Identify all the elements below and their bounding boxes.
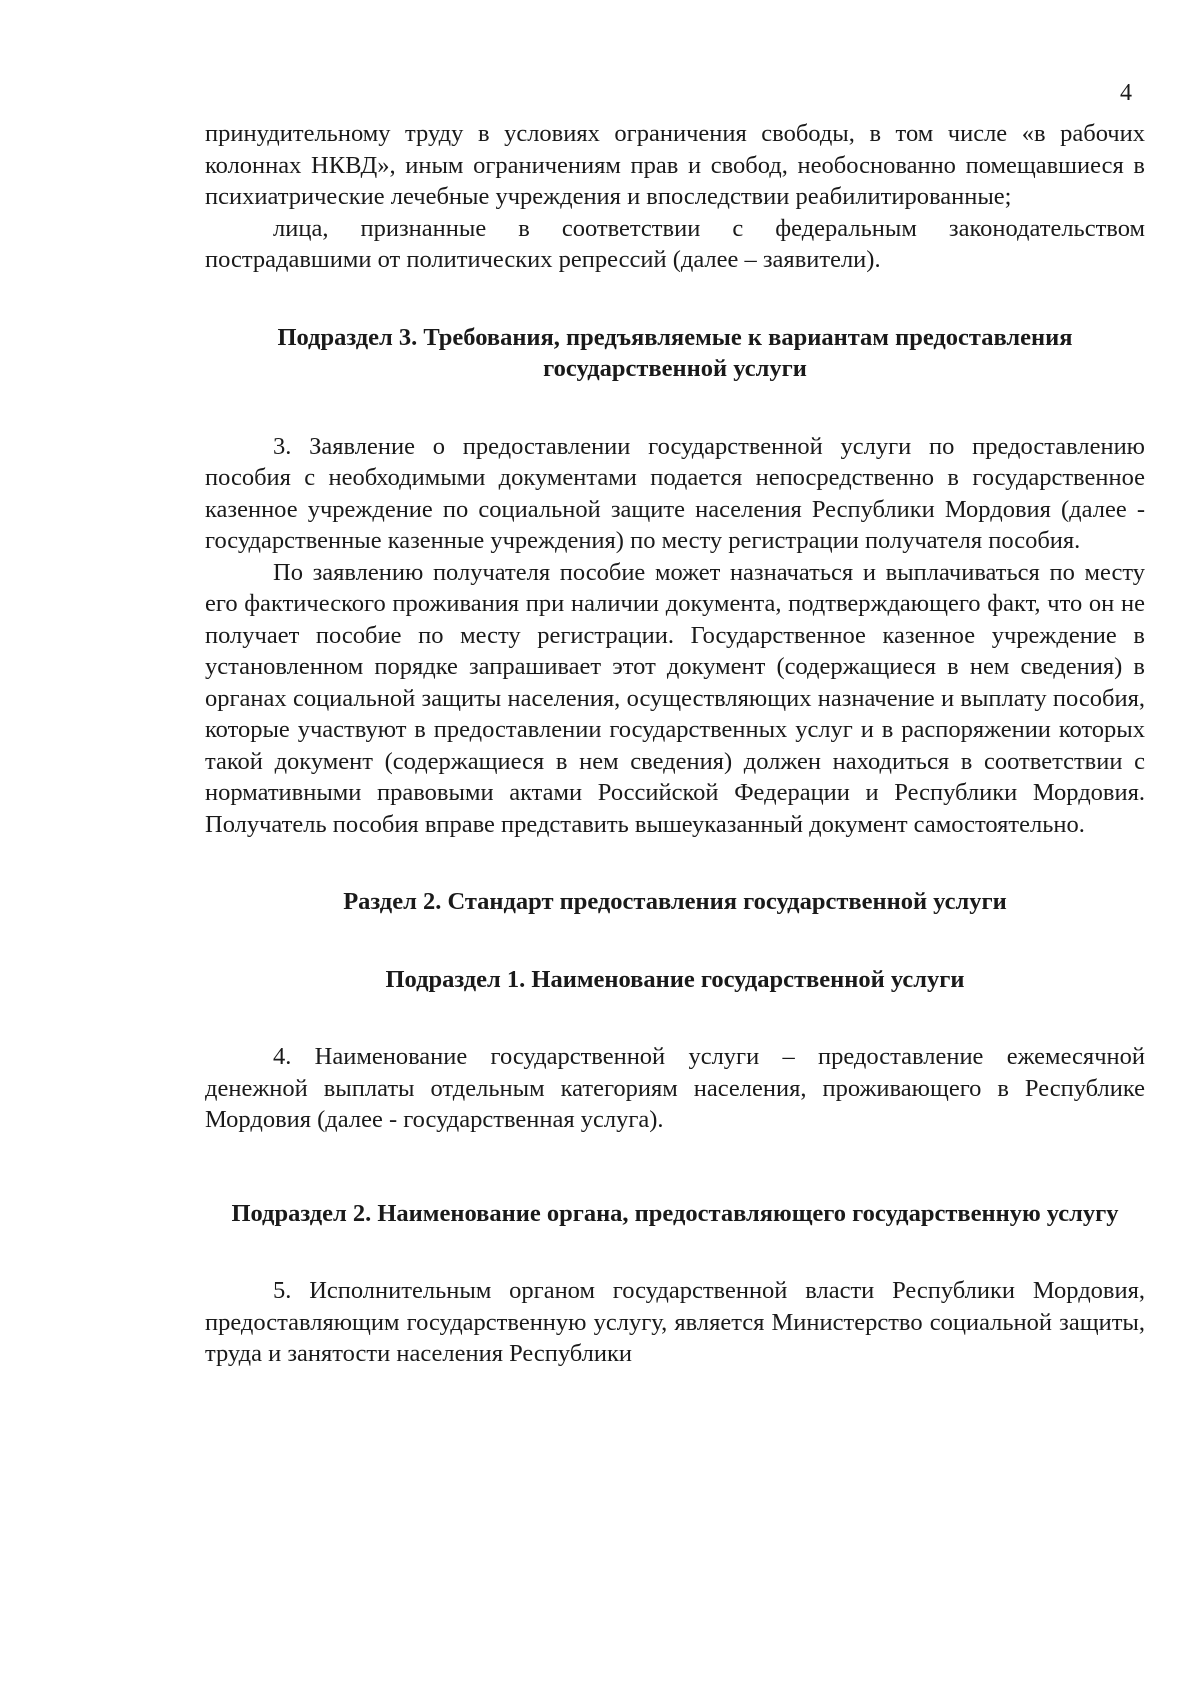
page-number: 4 [1120, 80, 1132, 106]
paragraph-item-3-continued: По заявлению получателя пособие может назначаться и выплачиваться по месту его фактического проживания при наличии документа, подтверждающего факт, что он не получает пособие по месту регистрации. Государственное казенное учреждение в установленном порядке запрашивает этот документ (содержащиеся в нем сведения) в органах социальной защиты населения, осуществляющих назначение и выплату пособия, которые участвуют в предоставлении государственных услуг и в распоряжении которых такой документ (содержащиеся в нем сведения) должен находиться в соответствии с нормативными правовыми актами Российской Федерации и Республики Мордовия. Получатель пособия вправе представить вышеуказанный документ самостоятельно. [205, 558, 1145, 838]
paragraph-item-3: 3. Заявление о предоставлении государственной услуги по предоставлению пособия с необходимыми документами подается непосредственно в государственное казенное учреждение по социальной защите населения Республики Мордовия (далее - государственные казенные учреждения) по месту регистрации получателя пособия. [205, 432, 1145, 554]
section-2-heading: Раздел 2. Стандарт предоставления государственной услуги [343, 888, 1007, 915]
subsection-2-heading: Подраздел 2. Наименование органа, предоставляющего государственную услугу [231, 1199, 1119, 1227]
subsection-1-heading: Подраздел 1. Наименование государственной услуги [385, 965, 965, 993]
paragraph-continuation: принудительному труду в условиях ограничения свободы, в том числе «в рабочих колоннах НКВД», иным ограничениям прав и свобод, необоснованно помещавшиеся в психиатрические лечебные учреждения и впоследствии реабилитированные; [205, 120, 1145, 210]
document-body [205, 118, 1145, 1370]
paragraph-item-4: 4. Наименование государственной услуги – предоставление ежемесячной денежной выплаты отдельным категориям населения, проживающего в Республике Мордовия (далее - государственная услуга). [205, 1043, 1145, 1133]
paragraph-applicants: лица, признанные в соответствии с федеральным законодательством пострадавшими от политических репрессий (далее – заявители). [205, 214, 1145, 273]
paragraph-item-5: 5. Исполнительным органом государственной власти Республики Мордовия, предоставляющим государственную услугу, является Министерство социальной защиты, труда и занятости населения Республики [205, 1277, 1145, 1367]
subsection-3-heading: Подраздел 3. Требования, предъявляемые к вариантам предоставления государственной услуги [277, 323, 1073, 382]
